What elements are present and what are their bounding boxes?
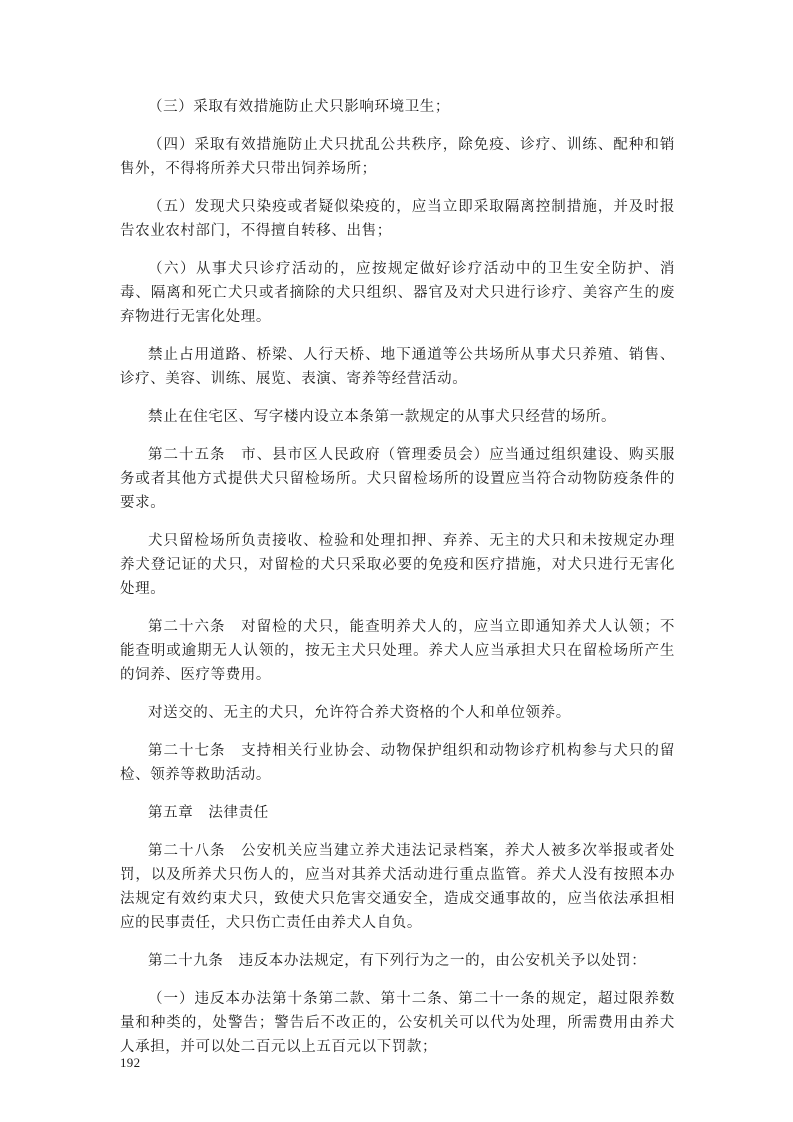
chapter-heading: 第五章 法律责任 [148, 805, 269, 821]
article-29: 第二十九条 违反本办法规定，有下列行为之一的，由公安机关予以处罚： [148, 953, 647, 969]
paragraph-prohibition-public: 禁止占用道路、桥梁、人行天桥、地下通道等公共场所从事犬只养殖、销售、诊疗、美容、训练、展览、表演、寄养等经营活动。 [120, 347, 675, 387]
article-29-item-1: （一）违反本办法第十条第二款、第十二条、第二十一条的规定，超过限养数量和种类的，处警告；警告后不改正的，公安机关可以代为处理，所需费用由养犬人承担，并可以处二百元以上五百元以下罚款； [120, 991, 675, 1055]
page-number: 192 [120, 1055, 141, 1070]
paragraph-item-5: （五）发现犬只染疫或者疑似染疫的，应当立即采取隔离控制措施，并及时报告农业农村部门，不得擅自转移、出售； [120, 199, 675, 239]
article-25: 第二十五条 市、县市区人民政府（管理委员会）应当通过组织建设、购买服务或者其他方式提供犬只留检场所。犬只留检场所的设置应当符合动物防疫条件的要求。 [120, 447, 675, 511]
paragraph-item-6: （六）从事犬只诊疗活动的，应按规定做好诊疗活动中的卫生安全防护、消毒、隔离和死亡犬只或者摘除的犬只组织、器官及对犬只进行诊疗、美容产生的废弃物进行无害化处理。 [120, 261, 675, 325]
article-26-clause-2: 对送交的、无主的犬只，允许符合养犬资格的个人和单位领养。 [148, 705, 571, 721]
article-27: 第二十七条 支持相关行业协会、动物保护组织和动物诊疗机构参与犬只的留检、领养等救助活动。 [120, 743, 675, 783]
document-body [120, 95, 675, 1073]
paragraph-prohibition-residential: 禁止在住宅区、写字楼内设立本条第一款规定的从事犬只经营的场所。 [148, 409, 617, 425]
article-28: 第二十八条 公安机关应当建立养犬违法记录档案，养犬人被多次举报或者处罚，以及所养犬只伤人的，应当对其养犬活动进行重点监管。养犬人没有按照本办法规定有效约束犬只，致使犬只危害交通安全，造成交通事故的，应当依法承担相应的民事责任，犬只伤亡责任由养犬人自负。 [120, 843, 675, 931]
article-26: 第二十六条 对留检的犬只，能查明养犬人的，应当立即通知养犬人认领；不能查明或逾期无人认领的，按无主犬只处理。养犬人应当承担犬只在留检场所产生的饲养、医疗等费用。 [120, 619, 675, 683]
article-25-clause-2: 犬只留检场所负责接收、检验和处理扣押、弃养、无主的犬只和未按规定办理养犬登记证的犬只，对留检的犬只采取必要的免疫和医疗措施，对犬只进行无害化处理。 [120, 533, 675, 597]
paragraph-item-3: （三）采取有效措施防止犬只影响环境卫生； [148, 99, 450, 115]
paragraph-item-4: （四）采取有效措施防止犬只扰乱公共秩序，除免疫、诊疗、训练、配种和销售外，不得将所养犬只带出饲养场所； [120, 137, 675, 177]
